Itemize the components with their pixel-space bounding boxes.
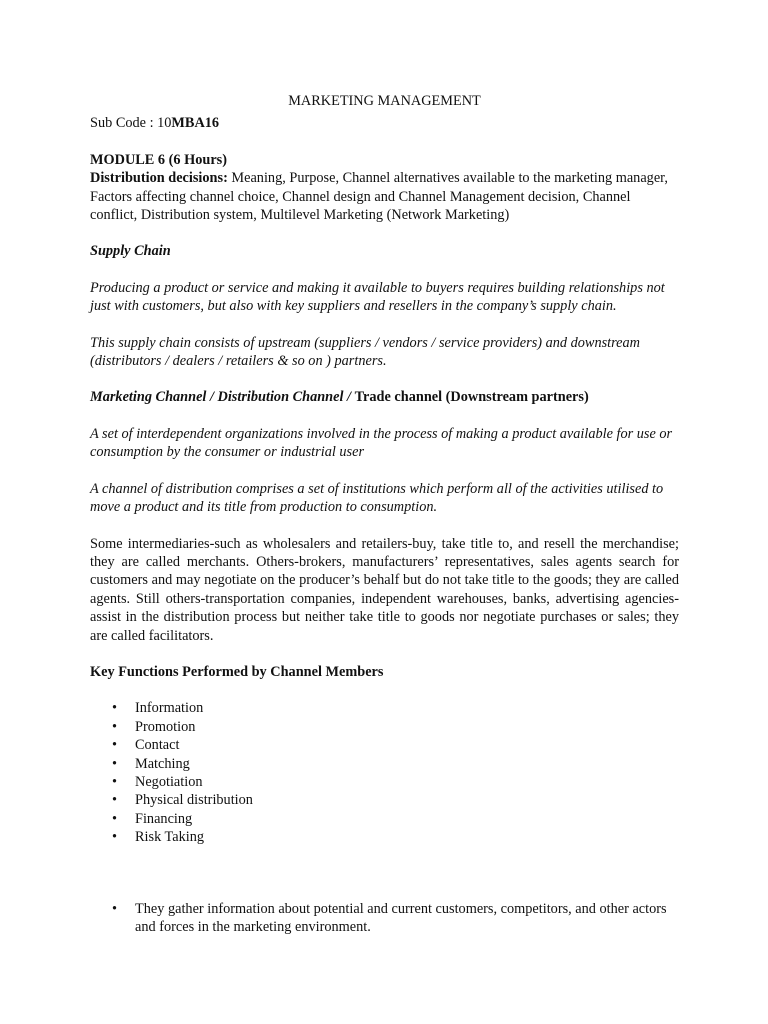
- supply-chain-paragraph-1: Producing a product or service and making it available to buyers requires building relationships not just with customers, but also with key suppliers and resellers in the company’s supply chain.: [90, 279, 665, 315]
- list-item: • Matching: [90, 755, 679, 773]
- module-heading: MODULE 6 (6 Hours): [90, 151, 228, 168]
- sub-code-prefix: Sub Code : 10: [90, 115, 172, 132]
- list-item: • Financing: [90, 810, 679, 828]
- distribution-text: Meaning, Purpose, Channel alternatives available to the marketing manager, Factors affecting channel choice, Channel design and Channel Management decision, Channel conflict, Distribution system, Multilevel Marketing (Network Marketing): [90, 170, 668, 224]
- list-item: • Promotion: [90, 718, 679, 736]
- distribution-label: Distribution decisions:: [90, 170, 228, 187]
- list-item: • Information: [90, 699, 679, 717]
- functions-heading: Key Functions Performed by Channel Members: [90, 663, 384, 680]
- intermediaries-paragraph: Some intermediaries-such as wholesalers and retailers-buy, take title to, and resell the merchandise; they are called merchants. Others-brokers, manufacturers’ representatives, sales agents search for customers and may negotiate on the producer’s behalf but do not take title to the goods; they are called agents. Still others-transportation companies, independent warehouses, banks, advertising agencies-assist in the distribution process but neither take title to goods nor negotiate purchases or sales; they are called facilitators.: [90, 535, 679, 644]
- channel-heading-bold: Trade channel (Downstream partners): [354, 389, 589, 406]
- document-body: [90, 92, 679, 936]
- supply-chain-heading: Supply Chain: [90, 243, 171, 260]
- channel-heading-italic: Marketing Channel / Distribution Channel /: [90, 389, 355, 406]
- info-bullet: • They gather information about potential and current customers, competitors, and other actors and forces in the marketing environment.: [90, 900, 679, 937]
- info-list: [90, 900, 679, 937]
- definition-1: A set of interdependent organizations involved in the process of making a product available for use or consumption by the consumer or industrial user: [90, 425, 673, 461]
- sub-code: [90, 114, 679, 132]
- distribution-decisions: [90, 169, 679, 224]
- supply-chain-paragraph-2: This supply chain consists of upstream (suppliers / vendors / service providers) and downstream (distributors / dealers / retailers & so on ) partners.: [90, 334, 640, 370]
- list-item: • Contact: [90, 736, 679, 754]
- list-item: • Risk Taking: [90, 828, 679, 846]
- functions-list: [90, 699, 679, 846]
- list-item: • Negotiation: [90, 773, 679, 791]
- list-item: • Physical distribution: [90, 791, 679, 809]
- document-title: MARKETING MANAGEMENT: [288, 93, 481, 109]
- definition-2: A channel of distribution comprises a set of institutions which perform all of the activities utilised to move a product and its title from production to consumption.: [90, 480, 664, 516]
- channel-heading: [90, 388, 679, 406]
- sub-code-value: MBA16: [171, 115, 220, 132]
